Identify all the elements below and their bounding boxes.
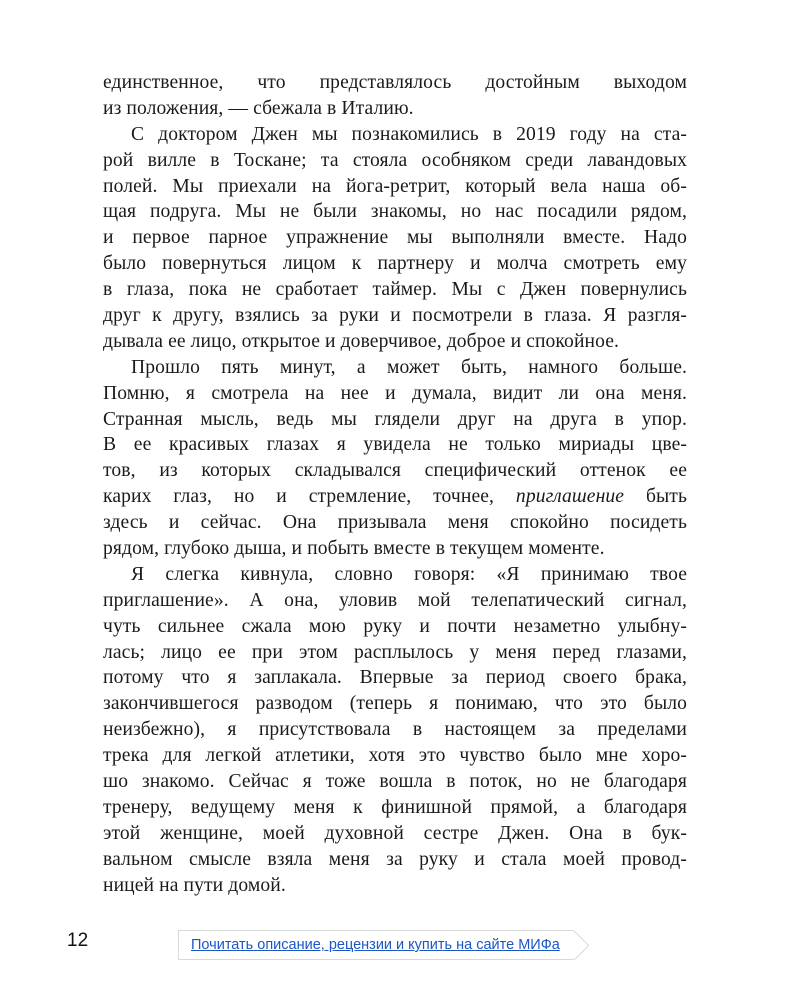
buy-on-mif-link-label[interactable]: Почитать описание, рецензии и купить на сайте МИФа [191,937,560,953]
text-line: дывала ее лицо, открытое и доверчивое, доброе и спокойное. [103,330,620,352]
text-line: чуть сильнее сжала мою руку и почти незаметно улыбну- [103,615,687,637]
text-line: ницей на пути домой. [103,874,286,896]
text-line: здесь и сейчас. Она призывала меня спокойно посидеть [103,512,687,534]
text-line: друг к другу, взялись за руки и посмотрели в глаза. Я разгля- [103,305,687,327]
text-line: полей. Мы приехали на йога-ретрит, который вела наша об- [103,175,687,197]
text-line: Странная мысль, ведь мы глядели друг на друга в упор. [103,408,687,430]
text-line: рой вилле в Тоскане; та стояла особняком среди лавандовых [103,149,687,171]
text-line: щая подруга. Мы не были знакомы, но нас посадили рядом, [103,201,687,223]
text-line: потому что я заплакала. Впервые за период своего брака, [103,667,687,689]
text-line: лась; лицо ее при этом расплылось у меня перед глазами, [103,641,687,663]
text-line: Я слегка кивнула, словно говоря: «Я принимаю твое [131,563,687,585]
text-line: закончившегося разводом (теперь я понимаю, что это было [103,693,687,715]
text-line: тов, из которых складывался специфический оттенок ее [103,460,687,482]
text-line: неизбежно), я присутствовала в настоящем за пределами [103,719,687,741]
text-line: вальном смысле взяла меня за руку и стала моей провод- [103,848,687,870]
emphasis-text: приглашение [515,486,625,508]
text-line: в глаза, пока не сработает таймер. Мы с Джен повернулись [103,279,687,301]
body-text [103,70,687,899]
text-line: Прошло пять минут, а может быть, намного больше. [131,356,687,378]
text-line-with-emphasis [103,484,687,510]
text-line: было повернуться лицом к партнеру и молча смотреть ему [103,253,687,275]
text-line: В ее красивых глазах я увидела не только мириады цве- [103,434,687,456]
text-line: приглашение». А она, уловив мой телепатический сигнал, [103,589,687,611]
text-segment: быть [645,486,688,508]
text-line: этой женщине, моей духовной сестре Джен. Она в бук- [103,822,687,844]
text-line: тренеру, ведущему меня к финишной прямой, а благодаря [103,796,687,818]
text-line: шо знакомо. Сейчас я тоже вошла в поток, но не благодаря [103,771,687,793]
text-line: С доктором Джен мы познакомились в 2019 году на ста- [131,123,687,145]
arrow-tab-icon [559,931,589,961]
text-line: рядом, глубоко дыша, и побыть вместе в текущем моменте. [103,538,605,560]
text-line: и первое парное упражнение мы выполняли вместе. Надо [103,227,687,249]
page-number: 12 [67,930,89,951]
text-line: единственное, что представлялось достойным выходом [103,72,687,93]
text-line: трека для легкой атлетики, хотя это чувство было мне хоро- [103,745,687,767]
text-line: из положения, — сбежала в Италию. [103,97,414,119]
text-segment: карих глаз, но и стремление, точнее, [103,486,495,508]
text-line: Помню, я смотрела на нее и думала, видит ли она меня. [103,382,687,404]
buy-on-mif-link[interactable] [178,930,574,960]
